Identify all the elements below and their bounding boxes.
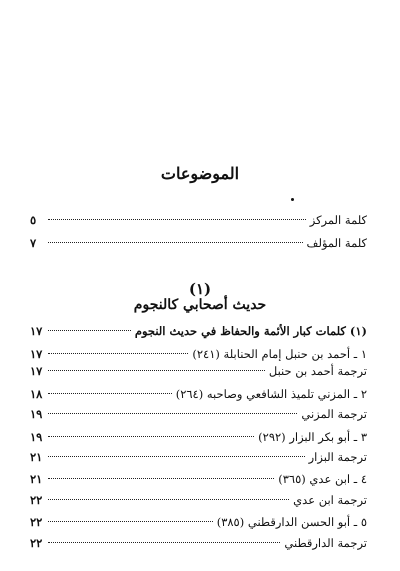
- toc-entry-page: ٥: [30, 213, 37, 227]
- toc-entry-page: ١٧: [30, 324, 43, 338]
- toc-entry: [30, 405, 367, 423]
- toc-entry: [30, 362, 367, 380]
- toc-entry: [30, 234, 367, 252]
- dot-leader: [48, 542, 280, 543]
- toc-entry: [30, 491, 367, 509]
- toc-entry-page: ٢٢: [30, 515, 43, 529]
- toc-entry: [30, 470, 367, 488]
- toc-entry-label: ترجمة الدارقطني: [284, 536, 367, 550]
- dot-leader: [48, 393, 172, 394]
- dot-leader: [48, 413, 297, 414]
- dot-leader: [48, 436, 254, 437]
- toc-entry-label: ترجمة ابن عدي: [293, 493, 367, 507]
- dot-leader: [48, 521, 213, 522]
- toc-entry-page: ١٨: [30, 387, 43, 401]
- toc-entry-label: ٥ ـ أبو الحسن الدارقطني (٣٨٥): [216, 515, 367, 529]
- toc-entry: [30, 345, 367, 363]
- toc-entry-page: ١٧: [30, 364, 43, 378]
- toc-entry-label: كلمة المؤلف: [306, 236, 367, 250]
- toc-entry: [30, 448, 367, 466]
- toc-entry-page: ٧: [30, 236, 37, 250]
- ink-dot: [291, 198, 294, 201]
- toc-entry-label: كلمة المركز: [309, 213, 367, 227]
- toc-entry-page: ١٧: [30, 347, 43, 361]
- toc-entry-label: ٣ ـ أبو بكر البزار (٢٩٢): [258, 430, 367, 444]
- toc-entry-page: ١٩: [30, 430, 43, 444]
- toc-entry-label: ١ ـ أحمد بن حنبل إمام الحنابلة (٢٤١): [192, 347, 367, 361]
- page-title: الموضوعات: [160, 164, 240, 183]
- toc-entry: [30, 385, 367, 403]
- toc-entry-page: ١٩: [30, 407, 43, 421]
- toc-entry: [30, 513, 367, 531]
- dot-leader: [48, 478, 274, 479]
- dot-leader: [48, 370, 265, 371]
- toc-entry-label: ترجمة أحمد بن حنبل: [268, 364, 367, 378]
- toc-entry-label: ٤ ـ ابن عدي (٣٦٥): [278, 472, 367, 486]
- dot-leader: [48, 456, 305, 457]
- section-number: (١): [188, 280, 212, 298]
- toc-entry: [30, 211, 367, 229]
- toc-entry-label: ٢ ـ المزني تلميذ الشافعي وصاحبه (٢٦٤): [175, 387, 367, 401]
- toc-entry-label: ترجمة البزار: [308, 450, 367, 464]
- toc-entry-page: ٢١: [30, 450, 43, 464]
- section-title: حديث أصحابي كالنجوم: [133, 297, 267, 313]
- toc-entry: [30, 534, 367, 552]
- toc-entry-page: ٢٢: [30, 493, 43, 507]
- toc-entry: [30, 322, 367, 340]
- dot-leader: [48, 219, 306, 220]
- toc-entry-label: ترجمة المزني: [301, 407, 367, 421]
- dot-leader: [48, 242, 303, 243]
- dot-leader: [48, 353, 188, 354]
- toc-entry: [30, 428, 367, 446]
- toc-entry-page: ٢٢: [30, 536, 43, 550]
- toc-entry-page: ٢١: [30, 472, 43, 486]
- toc-entry-label: (١) كلمات كبار الأئمة والحفاظ في حديث النجوم: [134, 324, 367, 338]
- dot-leader: [48, 499, 289, 500]
- dot-leader: [48, 330, 131, 331]
